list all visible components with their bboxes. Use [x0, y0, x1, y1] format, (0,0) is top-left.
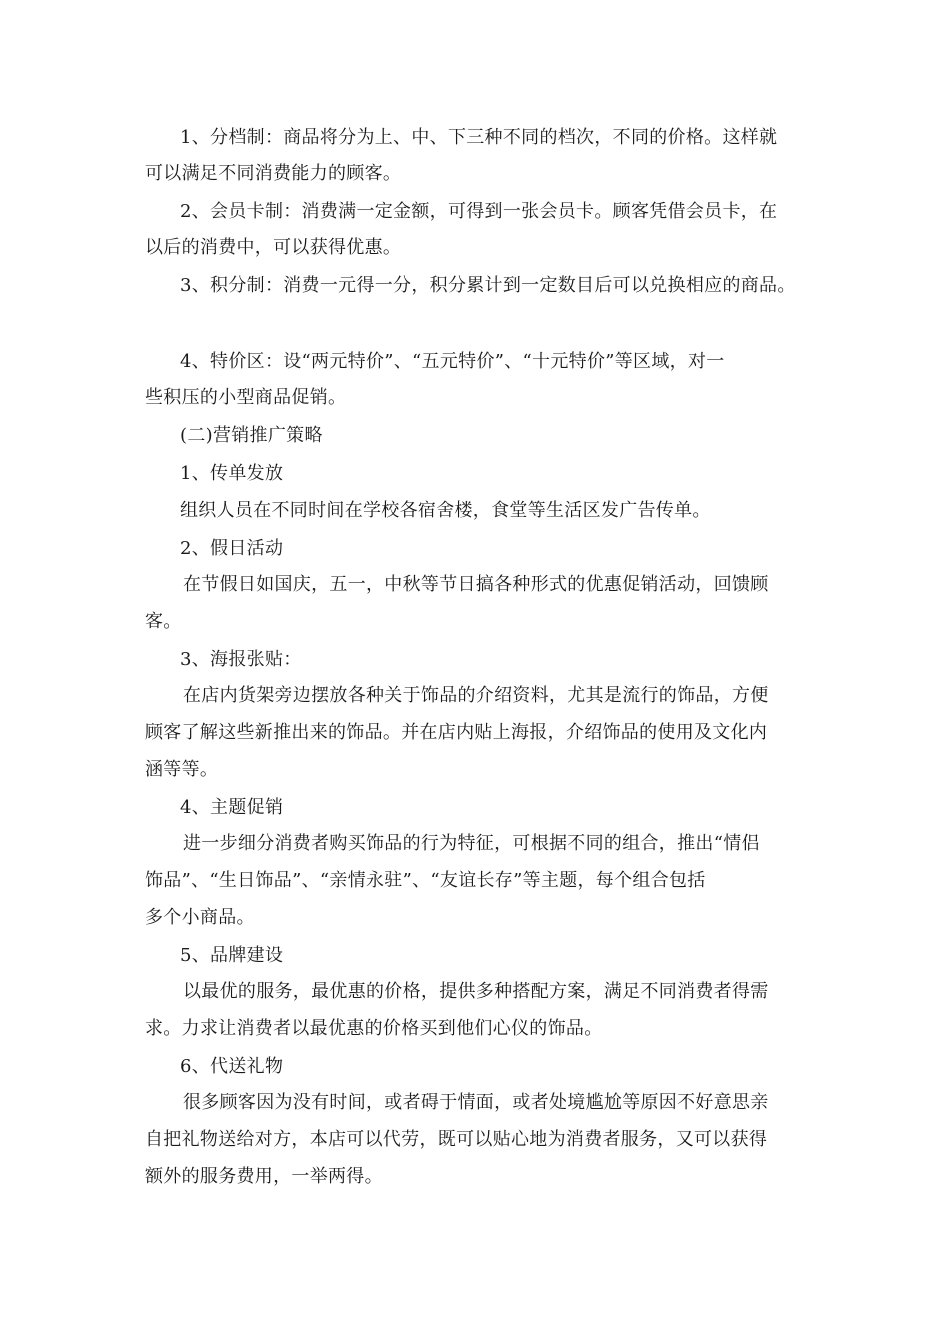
subheading: 4、主题促销 — [180, 797, 284, 818]
text-line: 1、分档制：商品将分为上、中、下三种不同的档次，不同的价格。这样就 — [180, 127, 778, 148]
text-line: 2、会员卡制：消费满一定金额，可得到一张会员卡。顾客凭借会员卡，在 — [180, 201, 778, 222]
text-line: 顾客了解这些新推出来的饰品。并在店内贴上海报，介绍饰品的使用及文化内 — [145, 722, 768, 743]
subheading: 1、传单发放 — [180, 463, 284, 484]
text-line: 多个小商品。 — [145, 907, 255, 928]
section-heading: (二)营销推广策略 — [180, 425, 323, 446]
text-line: 在节假日如国庆，五一，中秋等节日搞各种形式的优惠促销活动，回馈顾 — [183, 574, 769, 595]
text-line: 求。力求让消费者以最优惠的价格买到他们心仪的饰品。 — [145, 1018, 603, 1039]
text-line: 客。 — [145, 611, 182, 632]
text-line: 4、特价区：设“两元特价”、“五元特价”、“十元特价”等区域，对一 — [180, 351, 725, 372]
text-line: 进一步细分消费者购买饰品的行为特征，可根据不同的组合，推出“情侣 — [183, 833, 760, 854]
text-line: 组织人员在不同时间在学校各宿舍楼，食堂等生活区发广告传单。 — [180, 500, 711, 521]
text-line: 3、积分制：消费一元得一分，积分累计到一定数目后可以兑换相应的商品。 — [180, 275, 796, 296]
subheading: 3、海报张贴： — [180, 649, 302, 670]
text-line: 以后的消费中，可以获得优惠。 — [145, 237, 402, 258]
text-line: 自把礼物送给对方，本店可以代劳，既可以贴心地为消费者服务，又可以获得 — [145, 1129, 768, 1150]
subheading: 5、品牌建设 — [180, 945, 284, 966]
text-line: 额外的服务费用，一举两得。 — [145, 1166, 383, 1187]
text-line: 涵等等。 — [145, 759, 219, 780]
subheading: 6、代送礼物 — [180, 1056, 284, 1077]
subheading: 2、假日活动 — [180, 538, 284, 559]
text-line: 在店内货架旁边摆放各种关于饰品的介绍资料，尤其是流行的饰品，方便 — [183, 685, 769, 706]
text-line: 可以满足不同消费能力的顾客。 — [145, 163, 402, 184]
text-line: 饰品”、“生日饰品”、“亲情永驻”、“友谊长存”等主题，每个组合包括 — [145, 870, 706, 891]
text-line: 以最优的服务，最优惠的价格，提供多种搭配方案，满足不同消费者得需 — [183, 981, 769, 1002]
text-line: 些积压的小型商品促销。 — [145, 387, 347, 408]
text-line: 很多顾客因为没有时间，或者碍于情面，或者处境尴尬等原因不好意思亲 — [183, 1092, 769, 1113]
